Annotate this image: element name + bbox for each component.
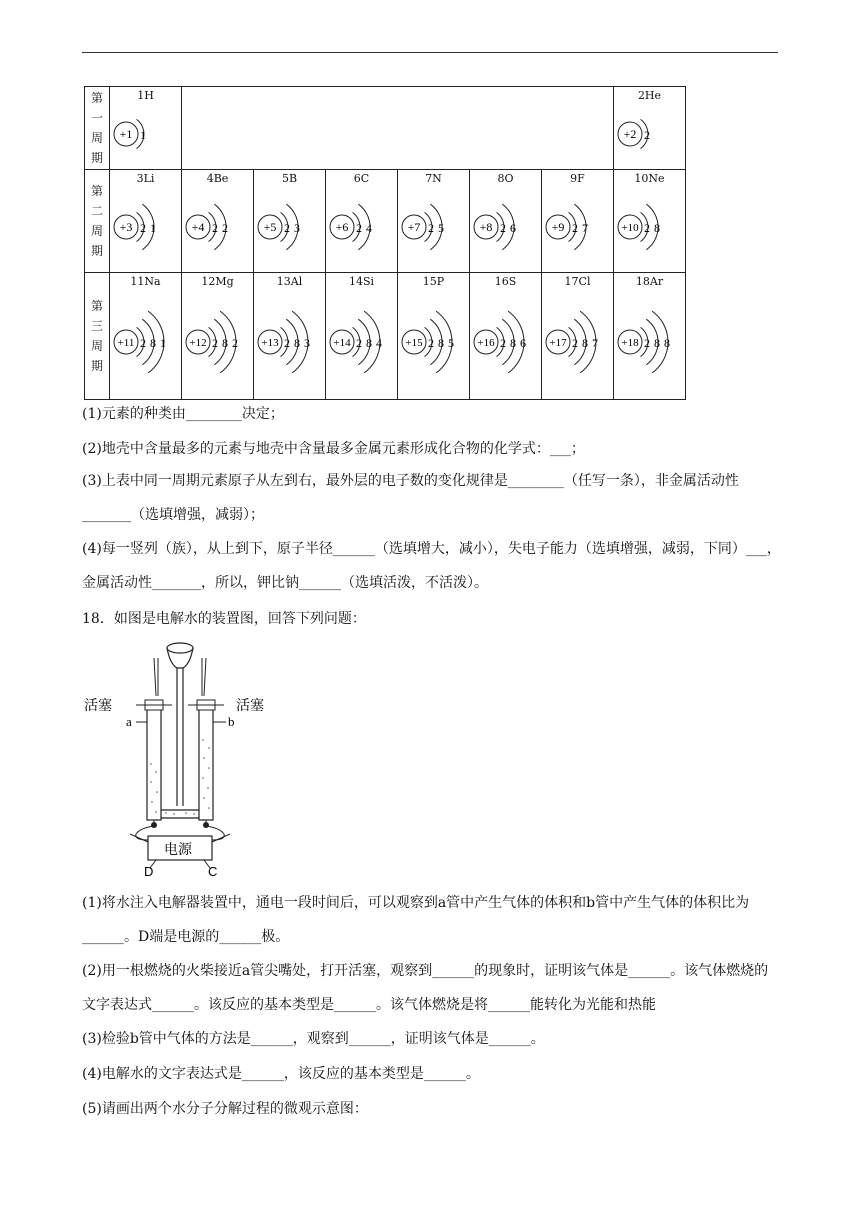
element-symbol: 3Li [136,172,155,185]
shell-electron-count: 2 [222,221,228,235]
shell-electron-count: 1 [160,336,166,350]
shell-electron-count: 3 [304,336,310,350]
element-cell-h [110,87,182,170]
end-c-label: C [208,864,218,876]
atom-structure-diagram [110,289,181,395]
tube-a-label: a [126,714,132,729]
shell-electron-count: 8 [664,336,670,350]
q18-part3: (3)检验b管中气体的方法是______，观察到______，证明该气体是______。 [82,1031,545,1047]
element-cell [254,170,326,273]
nucleus-charge: +10 [621,222,639,234]
element-cell [614,273,686,400]
q17-part1: (1)元素的种类由________决定； [82,406,284,422]
shell-electron-count: 7 [582,221,588,235]
atom-structure-diagram [110,186,181,268]
q17-part4: (4)每一竖列（族），从上到下，原子半径______（选填增大，减小），失电子能力（选填增强，减弱，下同）___，金属活动性_______，所以，钾比钠______（选填活泼，不活泼）。 [82,541,781,591]
q18-title: 18．如图是电解水的装置图，回答下列问题： [82,611,366,627]
shell-electron-count: 2 [500,336,506,350]
shell-electron-count: 2 [140,221,146,235]
shell-electron-count: 8 [438,336,444,350]
period-label-text: 第 二 周 期 [90,184,103,258]
element-cell [398,170,470,273]
element-cell [326,170,398,273]
shell-electron-count: 2 [232,336,238,350]
shell-electron-count: 2 [356,221,362,235]
nucleus-charge: +15 [405,337,423,349]
element-symbol: 2He [637,89,662,102]
element-symbol: 17Cl [564,275,591,288]
shell-electron-count: 2 [644,128,650,142]
element-symbol: 9F [570,172,585,185]
valve-right-label: 活塞 [236,697,264,713]
atom-structure-diagram [110,103,181,165]
nucleus-charge: +16 [477,337,495,349]
atom-structure-diagram [326,186,397,268]
nucleus-charge: +3 [119,220,133,234]
atom-structure-diagram [398,186,469,268]
nucleus-charge: +18 [621,337,639,349]
nucleus-charge: +2 [623,127,637,141]
header-rule [82,52,778,53]
q18-part2: (2)用一根燃烧的火柴接近a管尖嘴处，打开活塞，观察到______的现象时，证明该气体是______。该气体燃烧的文字表达式______。该反应的基本类型是______。该气体燃烧是将______能转化为光能和热能 [82,963,769,1013]
shell-electron-count: 6 [520,336,526,350]
atom-structure-diagram [470,289,541,395]
atom-structure-diagram [614,186,685,268]
atom-structure-diagram [542,289,613,395]
shell-electron-count: 8 [510,336,516,350]
element-symbol: 11Na [130,275,161,288]
nucleus-charge: +8 [479,220,493,234]
period-label-text: 第 三 周 期 [90,299,103,373]
nucleus-charge: +6 [335,220,349,234]
electrolysis-apparatus-diagram [80,636,280,876]
element-cell [614,170,686,273]
element-cell [470,273,542,400]
element-cell [254,273,326,400]
shell-electron-count: 1 [140,128,146,142]
empty-region [182,87,614,170]
element-cell-he [614,87,686,170]
nucleus-charge: +9 [551,220,565,234]
atom-structure-diagram [542,186,613,268]
nucleus-charge: +14 [333,337,351,349]
electrolysis-apparatus-svg [80,636,280,876]
element-symbol: 7N [425,172,442,185]
atom-structure-diagram [254,186,325,268]
element-cell [542,170,614,273]
atom-structure-diagram [470,186,541,268]
atom-structure-diagram [614,103,685,165]
nucleus-charge: +11 [117,337,135,349]
atom-structure-diagram [398,289,469,395]
element-symbol: 12Mg [201,275,234,288]
shell-electron-count: 2 [572,221,578,235]
atom-structure-diagram [182,289,253,395]
element-cell [182,170,254,273]
shell-electron-count: 3 [294,221,300,235]
shell-electron-count: 8 [294,336,300,350]
q17-part3: (3)上表中同一周期元素原子从左到右，最外层的电子数的变化规律是________（任写一条），非金属活动性_______（选填增强，减弱）； [82,473,739,523]
shell-electron-count: 8 [150,336,156,350]
q18-part1: (1)将水注入电解器装置中，通电一段时间后，可以观察到a管中产生气体的体积和b管中产生气体的体积比为______。D端是电源的______极。 [82,895,750,945]
period-label-1 [85,87,110,170]
shell-electron-count: 2 [428,221,434,235]
shell-electron-count: 2 [428,336,434,350]
nucleus-charge: +13 [261,337,279,349]
shell-electron-count: 2 [356,336,362,350]
element-symbol: 18Ar [635,275,664,288]
element-cell [398,273,470,400]
shell-electron-count: 8 [582,336,588,350]
element-cell [182,273,254,400]
atomic-structure-table [84,86,686,400]
valve-left-label: 活塞 [84,697,112,713]
element-cell [542,273,614,400]
element-symbol: 4Be [206,172,229,185]
element-symbol: 10Ne [634,172,665,185]
atom-structure-diagram [254,289,325,395]
element-cell [110,273,182,400]
nucleus-charge: +4 [191,220,205,234]
shell-electron-count: 6 [510,221,516,235]
shell-electron-count: 8 [222,336,228,350]
end-d-label: D [144,864,154,876]
shell-electron-count: 1 [150,221,156,235]
element-symbol: 16S [494,275,517,288]
tube-b-label: b [228,714,235,729]
nucleus-charge: +5 [263,220,277,234]
shell-electron-count: 2 [140,336,146,350]
shell-electron-count: 2 [212,336,218,350]
shell-electron-count: 2 [212,221,218,235]
atom-structure-diagram [182,186,253,268]
element-cell [326,273,398,400]
element-symbol: 13Al [276,275,303,288]
power-label: 电源 [164,841,192,857]
element-symbol: 8O [497,172,514,185]
atom-structure-diagram [326,289,397,395]
shell-electron-count: 7 [592,336,598,350]
period-label-2 [85,170,110,273]
atom-structure-diagram [614,289,685,395]
shell-electron-count: 8 [654,221,660,235]
element-cell [110,170,182,273]
nucleus-charge: +7 [407,220,421,234]
q18-part4: (4)电解水的文字表达式是______，该反应的基本类型是______。 [82,1066,480,1082]
nucleus-charge: +12 [189,337,207,349]
shell-electron-count: 2 [284,221,290,235]
nucleus-charge: +17 [549,337,567,349]
shell-electron-count: 4 [376,336,382,350]
q17-part2: (2)地壳中含量最多的元素与地壳中含量最多金属元素形成化合物的化学式：___； [82,441,585,457]
shell-electron-count: 5 [448,336,454,350]
period-label-text: 第 一 周 期 [90,91,103,165]
shell-electron-count: 4 [366,221,372,235]
period-label-3 [85,273,110,400]
shell-electron-count: 2 [572,336,578,350]
shell-electron-count: 8 [654,336,660,350]
element-symbol: 14Si [348,275,375,288]
shell-electron-count: 2 [500,221,506,235]
shell-electron-count: 2 [644,221,650,235]
element-symbol: 15P [422,275,445,288]
element-symbol: 5B [281,172,298,185]
element-symbol: 6C [353,172,370,185]
q18-part5: (5)请画出两个水分子分解过程的微观示意图： [82,1101,368,1117]
shell-electron-count: 2 [644,336,650,350]
nucleus-charge: +1 [119,127,133,141]
shell-electron-count: 2 [284,336,290,350]
element-symbol: 1H [137,89,154,102]
element-cell [470,170,542,273]
shell-electron-count: 5 [438,221,444,235]
shell-electron-count: 8 [366,336,372,350]
